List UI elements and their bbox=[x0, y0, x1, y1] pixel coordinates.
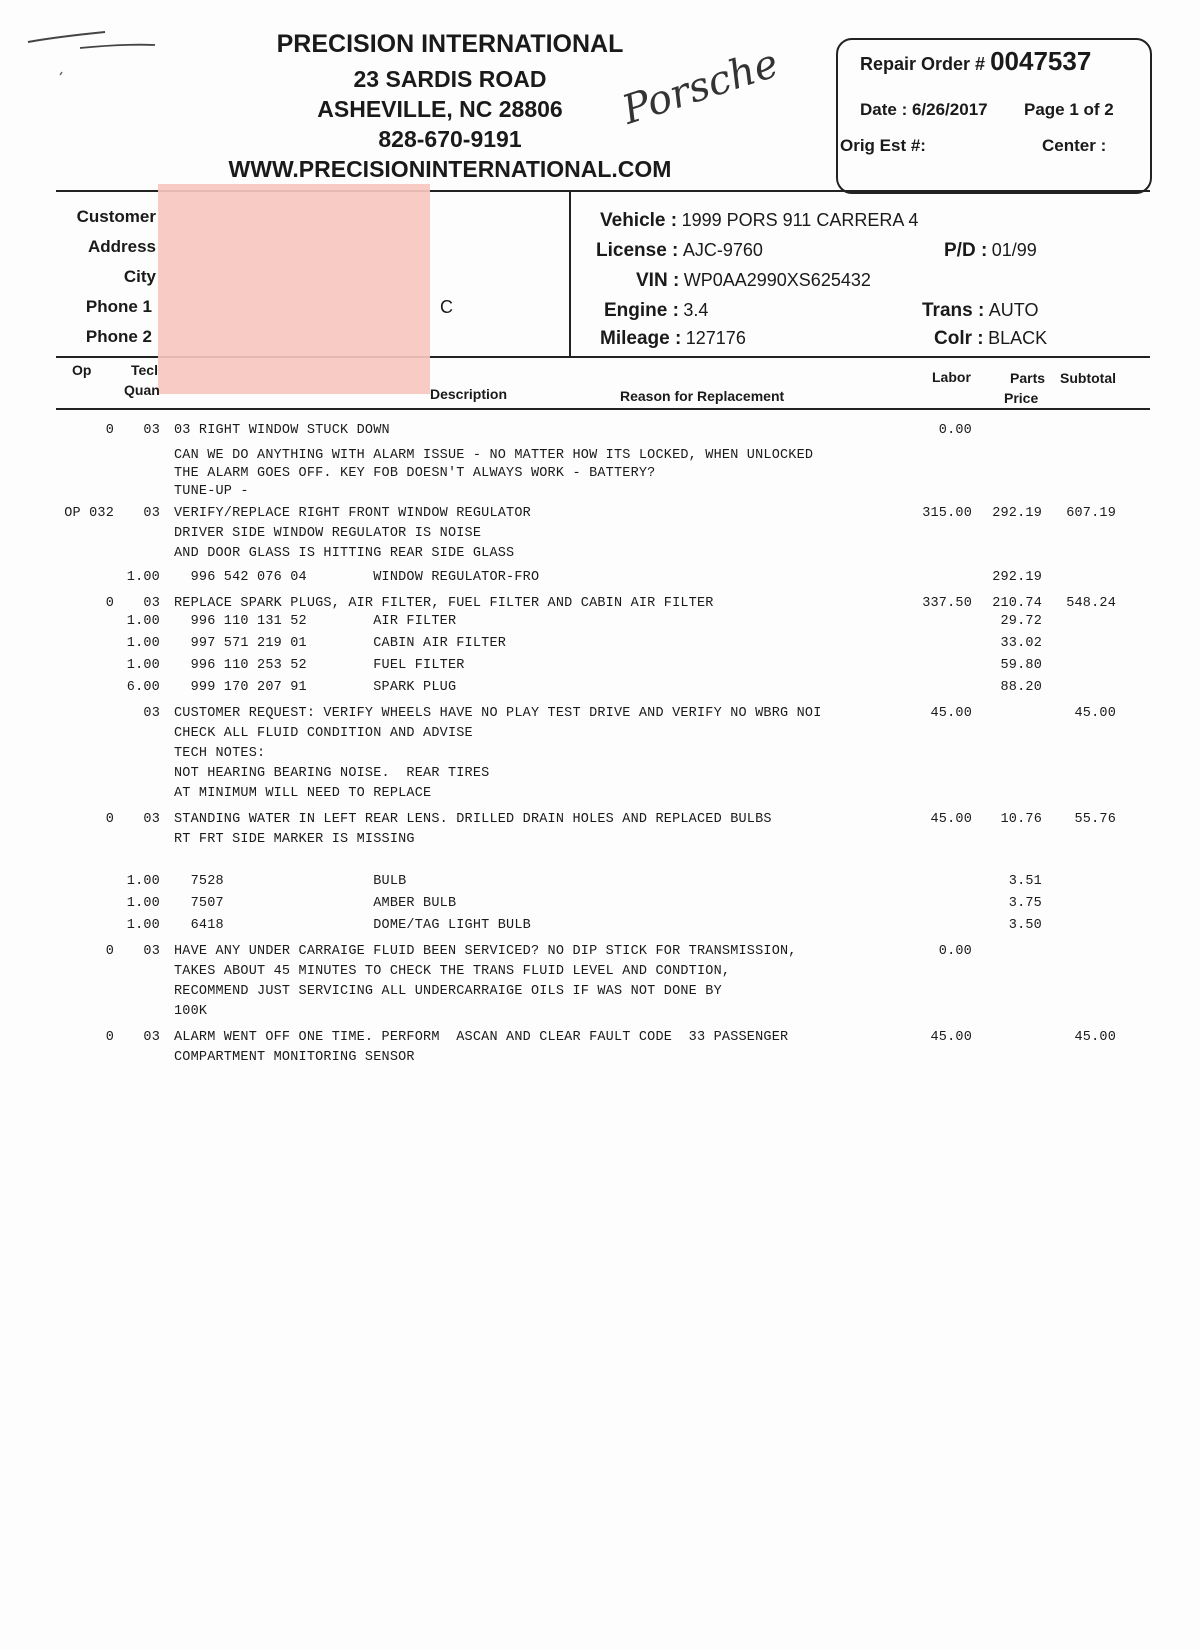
company-phone: 828-670-9191 bbox=[378, 126, 522, 152]
phone1-label: Phone 1 bbox=[85, 297, 152, 316]
vin-label: VIN : bbox=[636, 270, 680, 291]
line-text: NOT HEARING BEARING NOISE. REAR TIRES bbox=[174, 766, 490, 781]
line-labor: 0.00 bbox=[938, 423, 972, 438]
col-op: Op bbox=[72, 362, 92, 378]
mileage-label: Mileage : bbox=[600, 328, 682, 349]
vehicle-row bbox=[600, 210, 918, 232]
line-text: ALARM WENT OFF ONE TIME. PERFORM ASCAN AND CLEAR FAULT CODE 33 PASSENGER bbox=[174, 1030, 789, 1045]
line-labor: 0.00 bbox=[938, 944, 972, 959]
line-text: 999 170 207 91 SPARK PLUG bbox=[174, 680, 457, 695]
line-parts: 3.75 bbox=[1008, 896, 1042, 911]
line-text: CUSTOMER REQUEST: VERIFY WHEELS HAVE NO PLAY TEST DRIVE AND VERIFY NO WBRG NOI bbox=[174, 706, 822, 721]
line-labor: 45.00 bbox=[930, 1030, 972, 1045]
line-text: 996 542 076 04 WINDOW REGULATOR-FRO bbox=[174, 570, 540, 585]
line-parts: 88.20 bbox=[1000, 680, 1042, 695]
line-text: RT FRT SIDE MARKER IS MISSING bbox=[174, 832, 415, 847]
col-labor: Labor bbox=[932, 369, 971, 385]
line-text: 997 571 219 01 CABIN AIR FILTER bbox=[174, 636, 507, 651]
line-op: 0 bbox=[105, 596, 114, 611]
date-value: 6/26/2017 bbox=[911, 100, 988, 119]
line-parts: 210.74 bbox=[992, 596, 1042, 611]
line-op: 0 bbox=[105, 812, 114, 827]
line-text: REPLACE SPARK PLUGS, AIR FILTER, FUEL FILTER AND CABIN AIR FILTER bbox=[174, 596, 714, 611]
line-text: CHECK ALL FLUID CONDITION AND ADVISE bbox=[174, 726, 473, 741]
line-tech: 1.00 bbox=[126, 874, 160, 889]
line-text: TECH NOTES: bbox=[174, 746, 266, 761]
vin-row bbox=[636, 270, 871, 292]
col-price: Price bbox=[1004, 390, 1039, 406]
line-op: 0 bbox=[105, 423, 114, 438]
repair-order-number: 0047537 bbox=[990, 46, 1092, 76]
mileage-value: 127176 bbox=[685, 328, 746, 348]
line-subtotal: 45.00 bbox=[1074, 706, 1116, 721]
license-row bbox=[596, 240, 763, 262]
line-parts: 3.50 bbox=[1008, 918, 1042, 933]
date-field bbox=[860, 100, 988, 120]
line-tech: 1.00 bbox=[126, 658, 160, 673]
line-subtotal: 548.24 bbox=[1066, 596, 1116, 611]
line-text: COMPARTMENT MONITORING SENSOR bbox=[174, 1050, 415, 1065]
line-text: 100K bbox=[174, 1004, 208, 1019]
handwritten-note: Porsche bbox=[616, 40, 785, 134]
line-tech: 1.00 bbox=[126, 570, 160, 585]
line-text: VERIFY/REPLACE RIGHT FRONT WINDOW REGULATOR bbox=[174, 506, 531, 521]
line-parts: 33.02 bbox=[1000, 636, 1042, 651]
line-tech: 03 bbox=[143, 596, 160, 611]
license-label: License : bbox=[596, 240, 679, 261]
line-text: 7507 AMBER BULB bbox=[174, 896, 457, 911]
line-tech: 03 bbox=[143, 423, 160, 438]
phone2-label: Phone 2 bbox=[85, 327, 152, 346]
color-row bbox=[934, 328, 1047, 350]
phone1-suffix: C bbox=[440, 297, 453, 317]
line-text: 6418 DOME/TAG LIGHT BULB bbox=[174, 918, 531, 933]
customer-label: Customer bbox=[76, 207, 156, 226]
line-labor: 315.00 bbox=[922, 506, 972, 521]
line-text: 03 RIGHT WINDOW STUCK DOWN bbox=[174, 423, 390, 438]
line-text: CAN WE DO ANYTHING WITH ALARM ISSUE - NO MATTER HOW ITS LOCKED, WHEN UNLOCKED bbox=[174, 448, 814, 463]
repair-order-label bbox=[860, 46, 1091, 77]
trans-row bbox=[922, 300, 1038, 322]
engine-label: Engine : bbox=[604, 300, 679, 321]
col-quan: Quan bbox=[124, 382, 160, 398]
line-subtotal: 45.00 bbox=[1074, 1030, 1116, 1045]
col-reason: Reason for Replacement bbox=[620, 388, 785, 404]
line-tech: 1.00 bbox=[126, 614, 160, 629]
line-parts: 59.80 bbox=[1000, 658, 1042, 673]
line-tech: 03 bbox=[143, 1030, 160, 1045]
line-op: 0 bbox=[105, 1030, 114, 1045]
date-label: Date : bbox=[860, 100, 908, 119]
line-text: TAKES ABOUT 45 MINUTES TO CHECK THE TRANS FLUID LEVEL AND CONDTION, bbox=[174, 964, 731, 979]
line-parts: 29.72 bbox=[1000, 614, 1042, 629]
line-tech: 1.00 bbox=[126, 896, 160, 911]
line-text: HAVE ANY UNDER CARRAIGE FLUID BEEN SERVICED? NO DIP STICK FOR TRANSMISSION, bbox=[174, 944, 797, 959]
line-parts: 292.19 bbox=[992, 570, 1042, 585]
line-tech: 1.00 bbox=[126, 918, 160, 933]
center-label: Center : bbox=[1042, 136, 1107, 155]
vehicle-label: Vehicle : bbox=[600, 210, 678, 231]
orig-est-label: Orig Est #: bbox=[840, 136, 926, 155]
line-tech: 03 bbox=[143, 812, 160, 827]
mileage-row bbox=[600, 328, 746, 350]
color-label: Colr : bbox=[934, 328, 984, 349]
line-labor: 45.00 bbox=[930, 812, 972, 827]
line-text: AND DOOR GLASS IS HITTING REAR SIDE GLASS bbox=[174, 546, 515, 561]
line-subtotal: 607.19 bbox=[1066, 506, 1116, 521]
col-parts: Parts bbox=[1010, 370, 1046, 386]
redaction-block bbox=[158, 184, 430, 394]
line-text: STANDING WATER IN LEFT REAR LENS. DRILLED DRAIN HOLES AND REPLACED BULBS bbox=[174, 812, 772, 827]
line-tech: 03 bbox=[143, 944, 160, 959]
company-name: PRECISION INTERNATIONAL bbox=[276, 30, 624, 58]
pd-row bbox=[944, 240, 1037, 262]
address-label: Address bbox=[87, 237, 156, 256]
line-op: OP 032 bbox=[64, 506, 114, 521]
line-parts: 3.51 bbox=[1008, 874, 1042, 889]
line-tech: 1.00 bbox=[126, 636, 160, 651]
info-divider bbox=[569, 192, 571, 357]
line-subtotal: 55.76 bbox=[1074, 812, 1116, 827]
line-tech: 03 bbox=[143, 706, 160, 721]
line-text: 996 110 253 52 FUEL FILTER bbox=[174, 658, 465, 673]
line-labor: 45.00 bbox=[930, 706, 972, 721]
line-text: 7528 BULB bbox=[174, 874, 407, 889]
line-tech: 03 bbox=[143, 506, 160, 521]
col-tech: Tecl bbox=[131, 362, 158, 378]
line-op: 0 bbox=[105, 944, 114, 959]
line-text: THE ALARM GOES OFF. KEY FOB DOESN'T ALWAYS WORK - BATTERY? bbox=[174, 466, 656, 481]
line-text: DRIVER SIDE WINDOW REGULATOR IS NOISE bbox=[174, 526, 482, 541]
trans-label: Trans : bbox=[922, 300, 985, 321]
line-parts: 10.76 bbox=[1000, 812, 1042, 827]
repair-order-label-text: Repair Order # bbox=[860, 54, 986, 74]
line-text: AT MINIMUM WILL NEED TO REPLACE bbox=[174, 786, 432, 801]
line-text: 996 110 131 52 AIR FILTER bbox=[174, 614, 457, 629]
col-subtotal: Subtotal bbox=[1060, 370, 1116, 386]
line-labor: 337.50 bbox=[922, 596, 972, 611]
columns-rule bbox=[56, 408, 1150, 410]
line-parts: 292.19 bbox=[992, 506, 1042, 521]
trans-value: AUTO bbox=[988, 300, 1039, 320]
pd-label: P/D : bbox=[944, 240, 988, 261]
engine-value: 3.4 bbox=[683, 300, 709, 320]
pd-value: 01/99 bbox=[991, 240, 1037, 260]
line-text: RECOMMEND JUST SERVICING ALL UNDERCARRAIGE OILS IF WAS NOT DONE BY bbox=[174, 984, 722, 999]
city-label: City bbox=[123, 267, 156, 286]
col-description: Description bbox=[430, 386, 508, 402]
company-street: 23 SARDIS ROAD bbox=[353, 66, 547, 92]
line-text: TUNE-UP - bbox=[174, 484, 249, 499]
vin-value: WP0AA2990XS625432 bbox=[683, 270, 871, 290]
page-indicator: Page 1 of 2 bbox=[1024, 100, 1114, 119]
pen-mark bbox=[20, 20, 160, 80]
company-city: ASHEVILLE, NC 28806 bbox=[317, 96, 563, 122]
engine-row bbox=[604, 300, 708, 322]
color-value: BLACK bbox=[988, 328, 1048, 348]
vehicle-value: 1999 PORS 911 CARRERA 4 bbox=[681, 210, 919, 230]
line-tech: 6.00 bbox=[126, 680, 160, 695]
license-value: AJC-9760 bbox=[682, 240, 763, 260]
company-website: WWW.PRECISIONINTERNATIONAL.COM bbox=[228, 156, 672, 182]
